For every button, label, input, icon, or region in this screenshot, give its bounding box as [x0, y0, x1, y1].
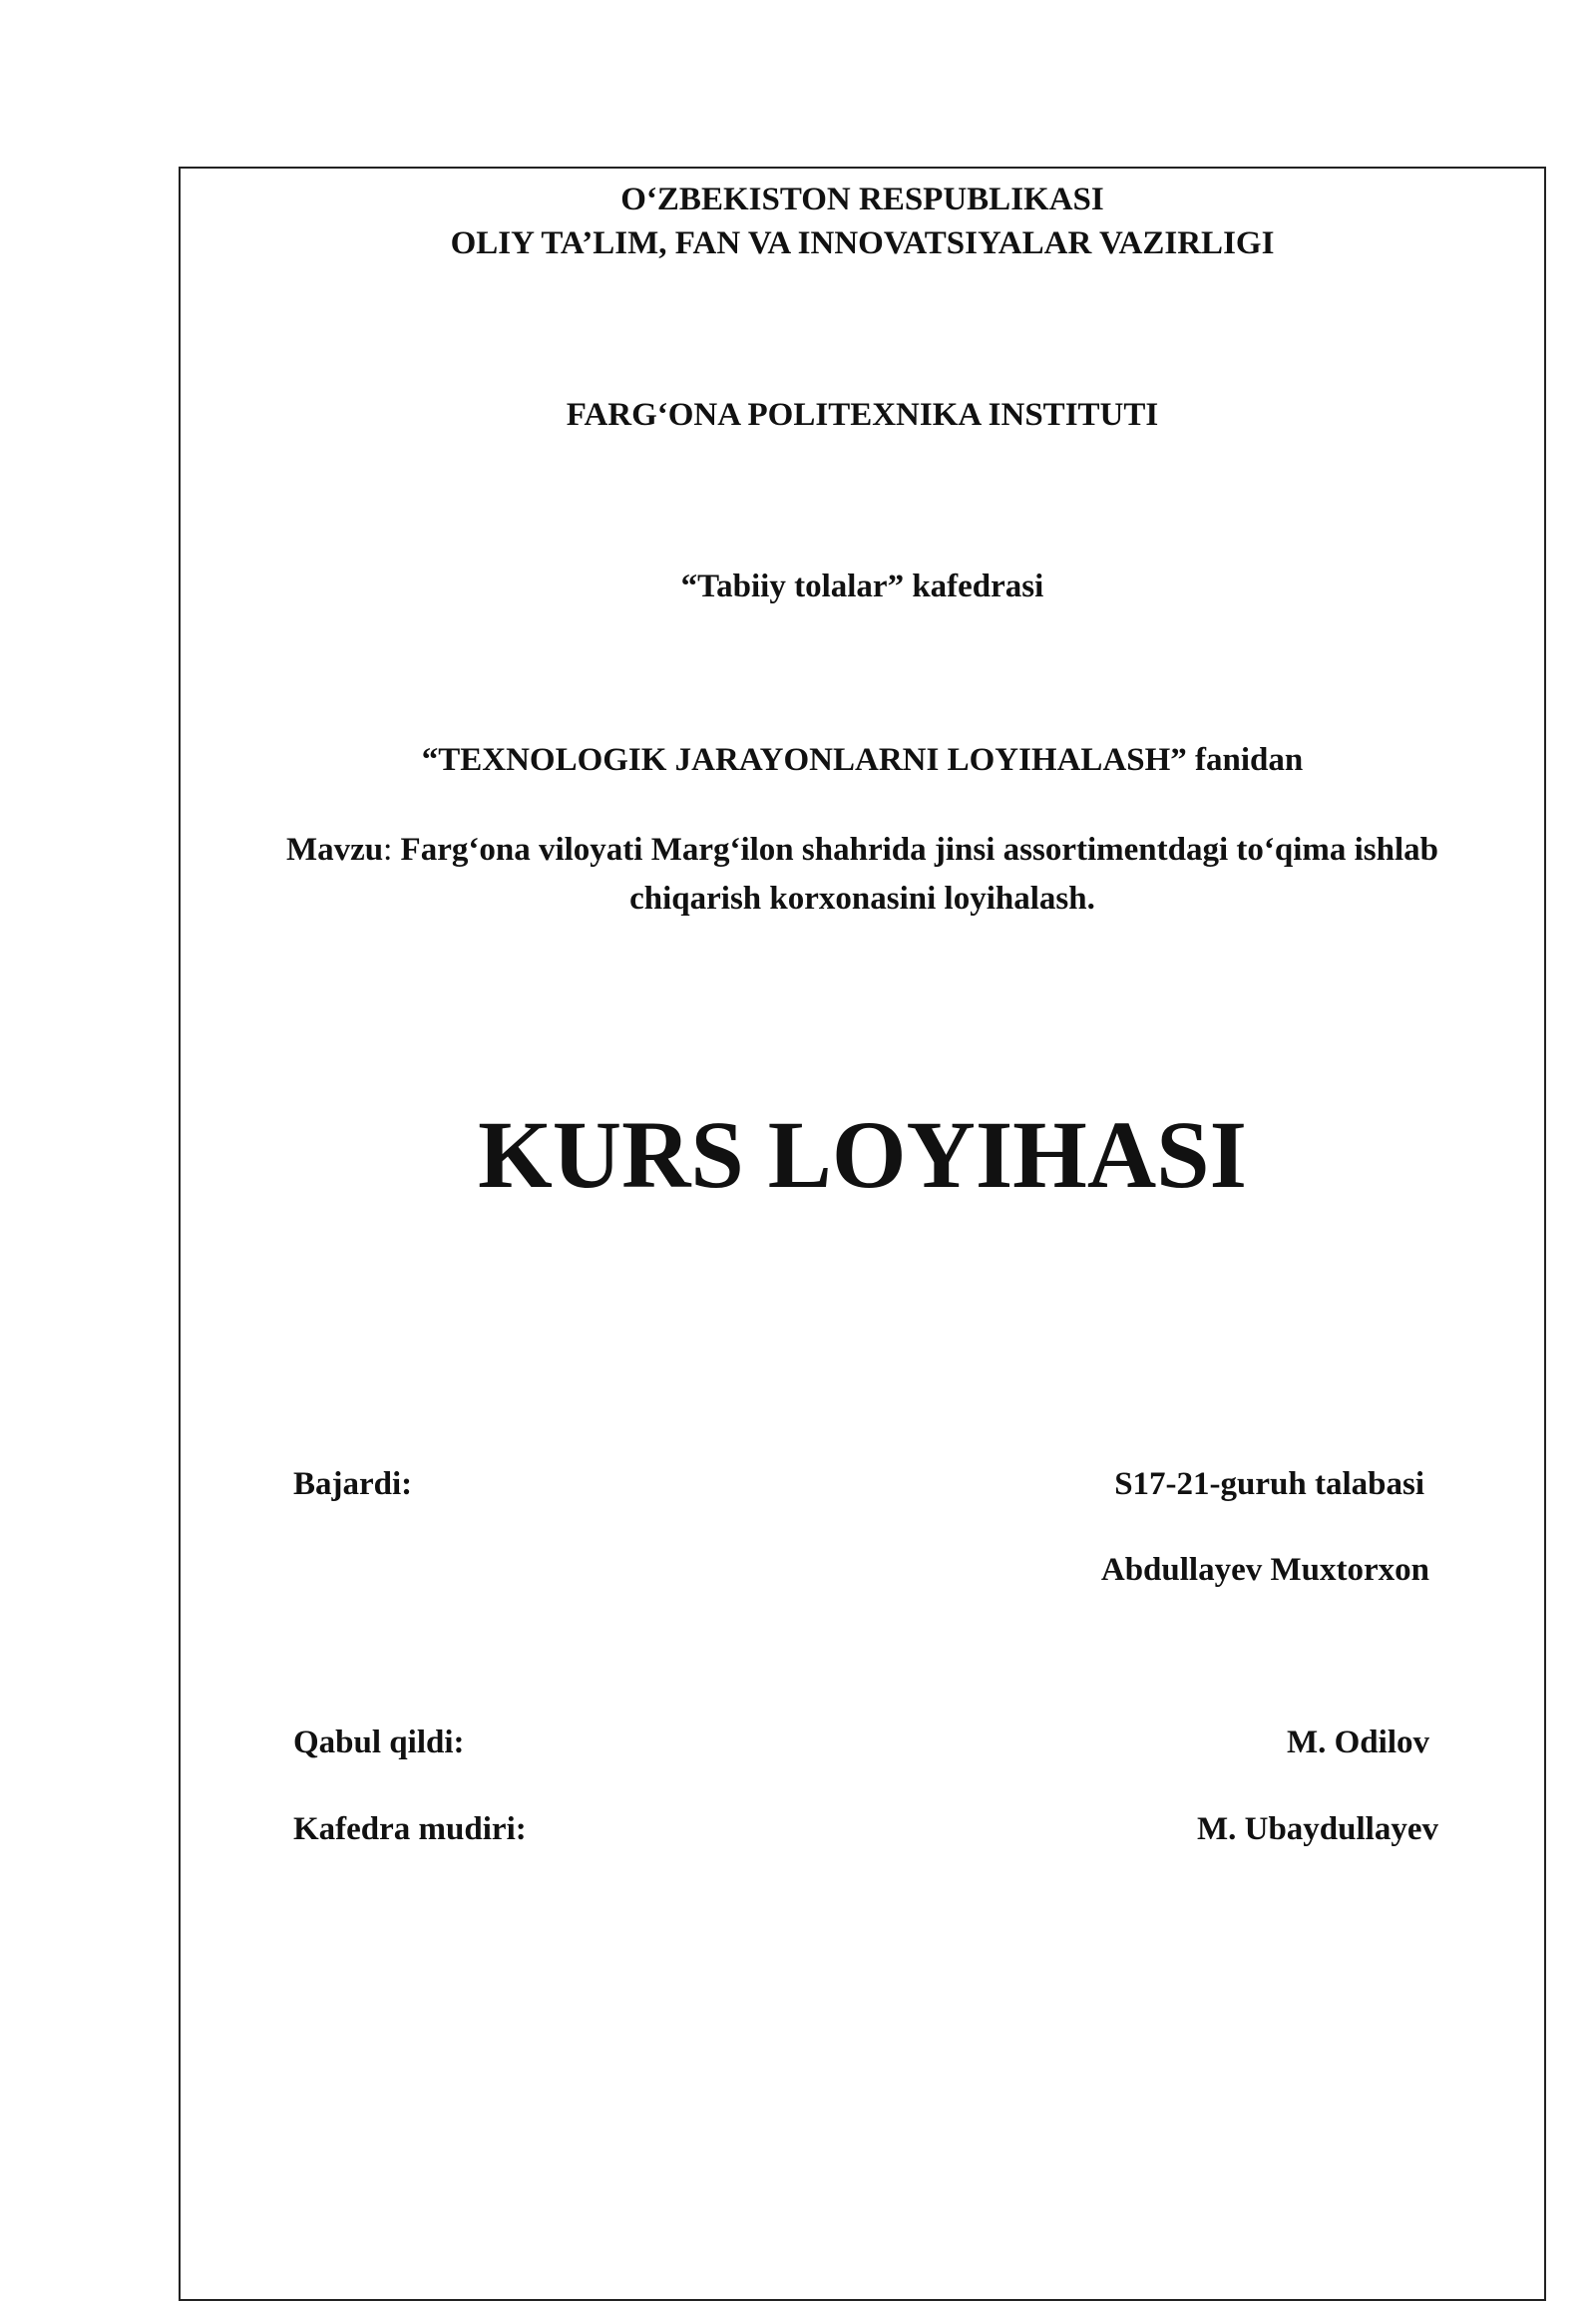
- performed-by-label: Bajardi:: [293, 1466, 413, 1502]
- head-of-department-label: Kafedra mudiri:: [293, 1811, 527, 1847]
- student-group: S17-21-guruh talabasi: [1114, 1466, 1424, 1502]
- department-name: “Tabiiy tolalar” kafedrasi: [680, 569, 1044, 604]
- student-name: Abdullayev Muxtorxon: [1100, 1552, 1429, 1588]
- ministry-heading: [179, 178, 1546, 265]
- head-of-department-name: M. Ubaydullayev: [1196, 1811, 1438, 1847]
- subject-line: “TEXNOLOGIK JARAYONLARNI LOYIHALASH” fanidan: [421, 742, 1304, 778]
- topic-separator: :: [383, 832, 401, 868]
- topic-line-2: chiqarish korxonasini loyihalash.: [629, 881, 1095, 917]
- page-border-frame: [179, 167, 1546, 2301]
- topic-block: [179, 826, 1546, 924]
- ministry-line: OLIY TA’LIM, FAN VA INNOVATSIYALAR VAZIRLIGI: [450, 225, 1275, 261]
- country-line: O‘ZBEKISTON RESPUBLIKASI: [620, 182, 1104, 217]
- topic-line-1: [199, 826, 1526, 875]
- accepted-by-name: M. Odilov: [1286, 1725, 1429, 1760]
- topic-label: Mavzu: [285, 832, 384, 868]
- topic-text-1: Farg‘ona viloyati Marg‘ilon shahrida jinsi assortimentdagi to‘qima ishlab: [400, 832, 1439, 868]
- institute-name: FARG‘ONA POLITEXNIKA INSTITUTI: [566, 397, 1159, 433]
- document-title: KURS LOYIHASI: [478, 1101, 1247, 1208]
- accepted-by-label: Qabul qildi:: [293, 1725, 465, 1760]
